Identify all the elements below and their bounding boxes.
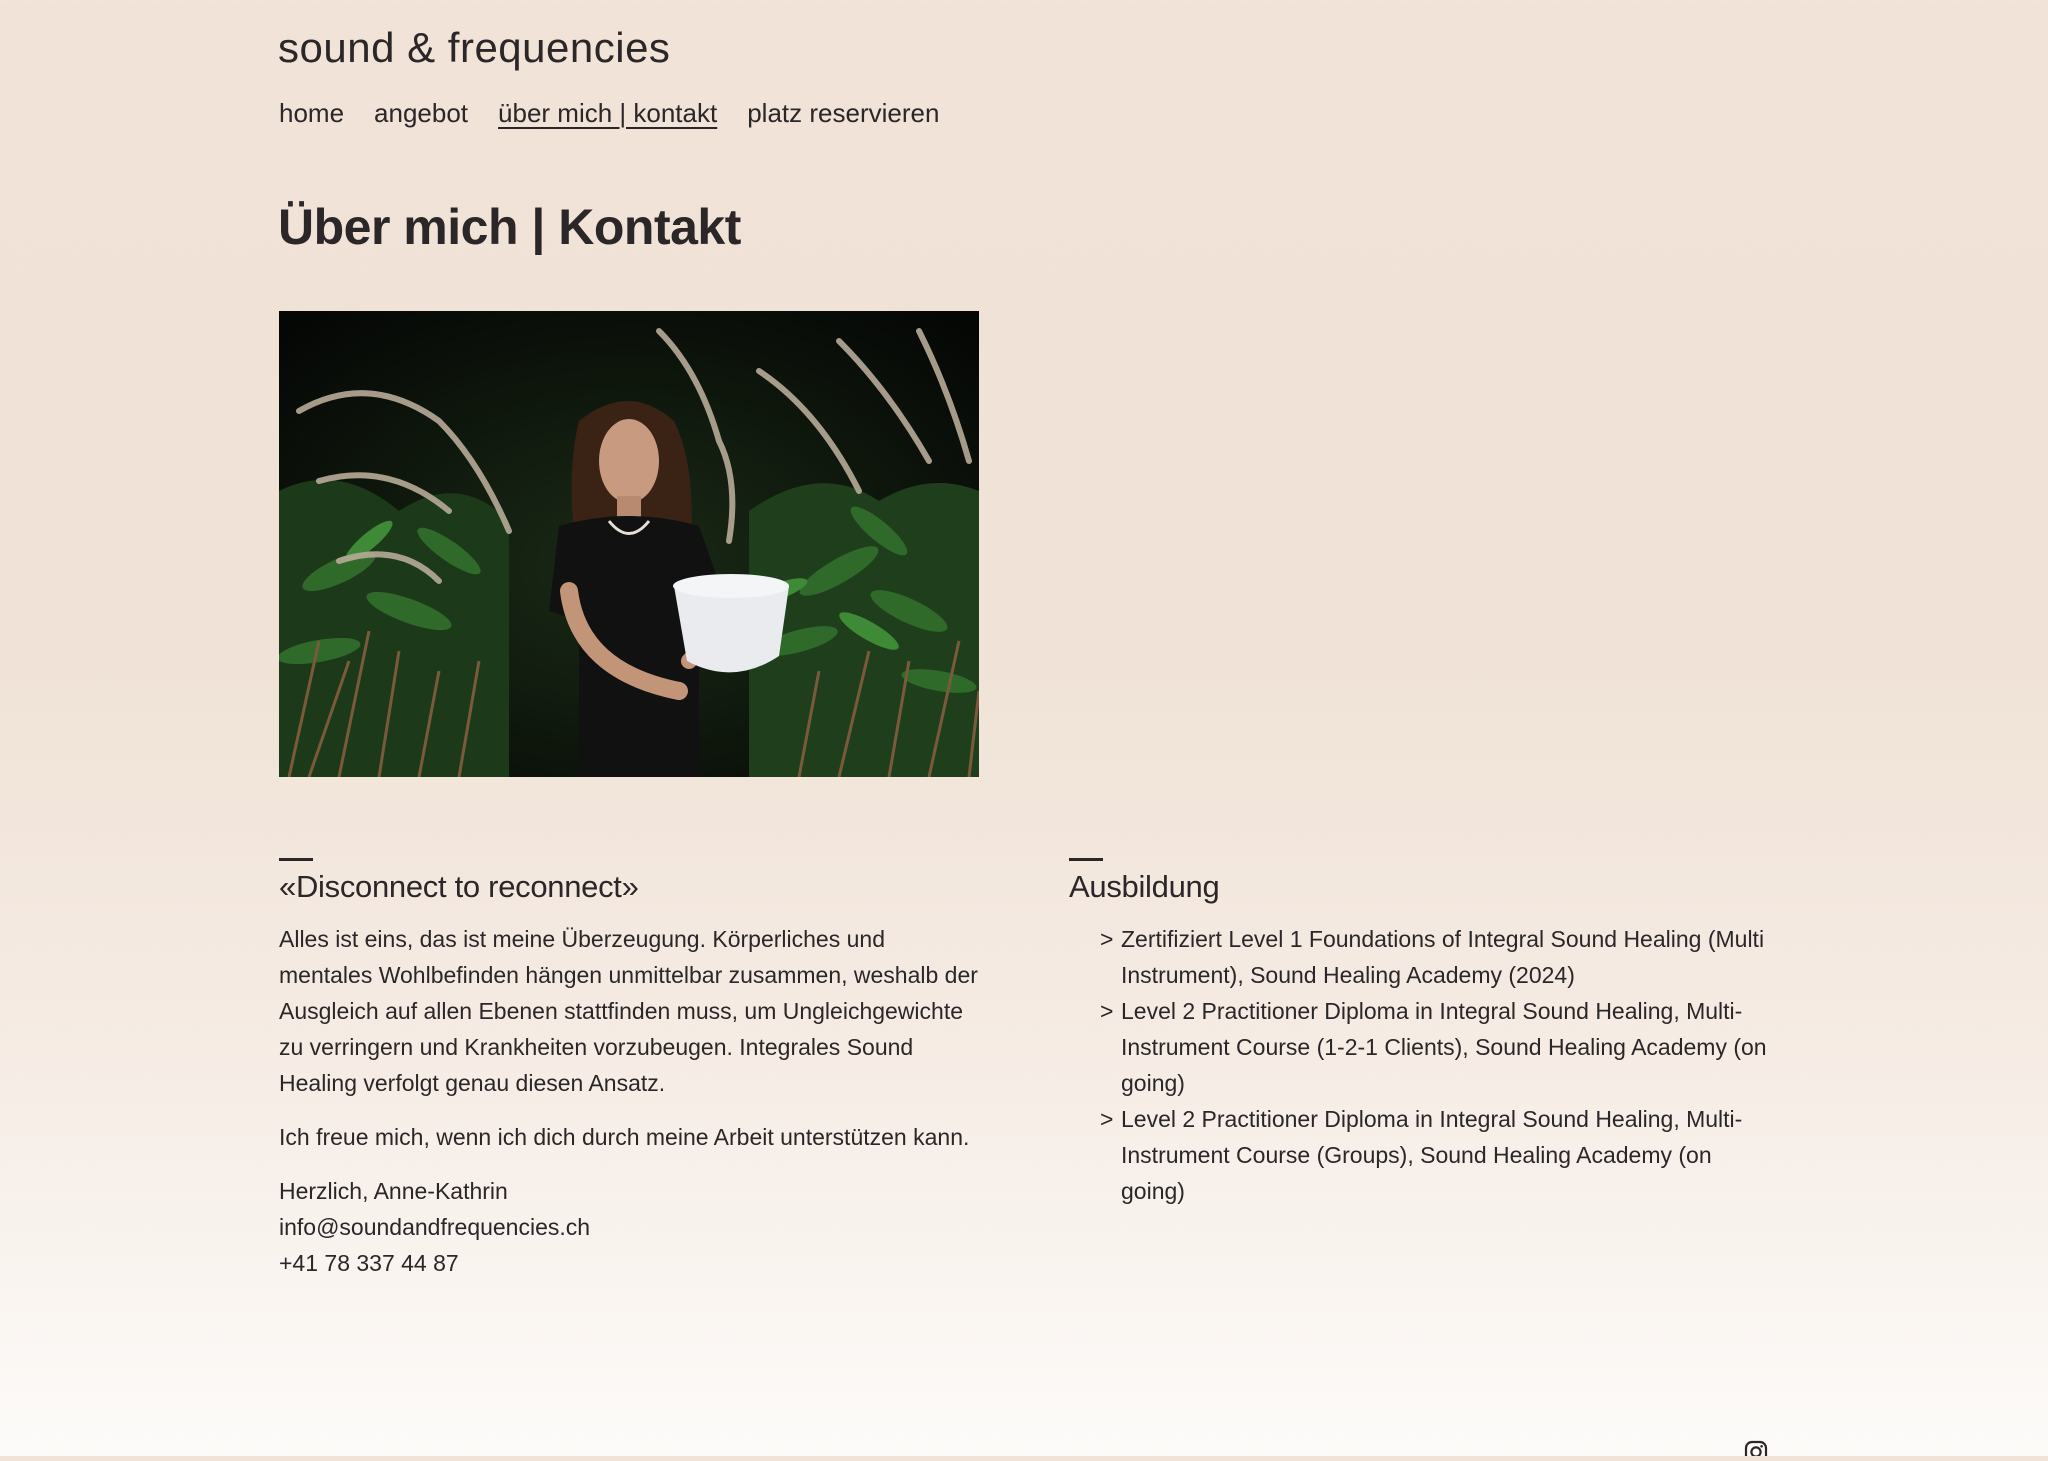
list-item-text: Level 2 Practitioner Diploma in Integral Sound Healing, Multi-Instrument Course (1-2-1 Clients), Sound Healing Academy (on going) [1121, 998, 1767, 1096]
email-link[interactable]: info@soundandfrequencies.ch [279, 1214, 591, 1240]
nav-item-home[interactable]: home [279, 98, 345, 128]
phone-link[interactable]: +41 78 337 44 87 [279, 1250, 459, 1276]
about-paragraph-2: Ich freue mich, wenn ich dich durch meine Arbeit unterstützen kann. [279, 1124, 970, 1150]
section-rule [1069, 858, 1103, 861]
list-marker: > [1100, 1106, 1114, 1132]
list-item [1069, 1101, 1769, 1209]
nav-item-platz-reservieren[interactable]: platz reservieren [747, 98, 940, 128]
instagram-icon[interactable] [1744, 1440, 1768, 1461]
list-marker: > [1100, 998, 1114, 1024]
education-section [1069, 858, 1769, 1209]
about-heading: «Disconnect to reconnect» [279, 869, 639, 904]
list-item [1069, 993, 1769, 1101]
signoff: Herzlich, Anne-Kathrin [279, 1178, 508, 1204]
nav-item-ueber-mich-kontakt[interactable]: über mich | kontakt [498, 98, 718, 128]
education-list [1069, 921, 1769, 1209]
list-marker: > [1100, 926, 1114, 952]
nav-item-angebot[interactable]: angebot [374, 98, 469, 128]
site-brand[interactable]: sound & frequencies [278, 24, 671, 71]
list-item-text: Level 2 Practitioner Diploma in Integral Sound Healing, Multi-Instrument Course (Groups), Sound Healing Academy (on going) [1121, 1106, 1743, 1204]
about-paragraph-1: Alles ist eins, das ist meine Überzeugung. Körperliches und mentales Wohlbefinden hängen unmittelbar zusammen, weshalb der Ausgleich auf allen Ebenen stattfinden muss, um Ungleichgewichte zu verringern und Krankheiten vorzubeugen. Integrales Sound Healing verfolgt genau diesen Ansatz. [279, 926, 978, 1096]
contact-block [279, 1173, 979, 1281]
page-title: Über mich | Kontakt [278, 199, 741, 255]
portrait-photo [279, 311, 979, 777]
education-heading: Ausbildung [1069, 869, 1220, 904]
list-item [1069, 921, 1769, 993]
about-section [279, 858, 979, 1281]
list-item-text: Zertifiziert Level 1 Foundations of Integral Sound Healing (Multi Instrument), Sound Healing Academy (2024) [1121, 926, 1765, 988]
main-nav [279, 98, 939, 129]
section-rule [279, 858, 313, 861]
